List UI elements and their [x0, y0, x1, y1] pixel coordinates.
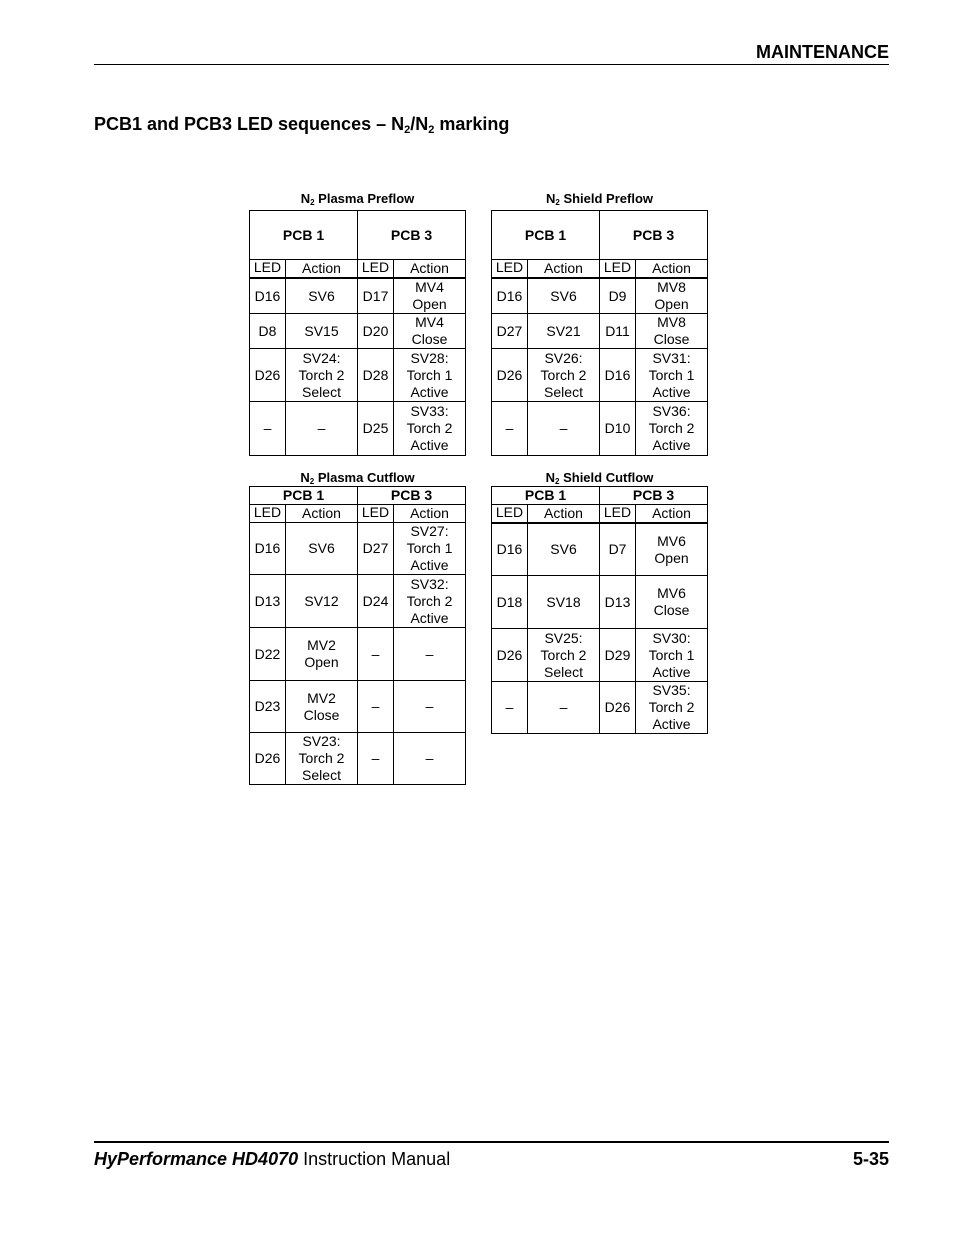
led-cell: – [492, 402, 528, 456]
table-plasma-cutflow [249, 486, 466, 785]
group-header-row [492, 211, 708, 260]
table-row [250, 402, 466, 456]
led-cell: D13 [600, 576, 636, 629]
led-table [491, 210, 708, 456]
action-column-header: Action [286, 260, 358, 279]
led-table [249, 486, 466, 785]
led-cell: – [358, 733, 394, 785]
action-cell: MV2 Open [286, 628, 358, 681]
led-cell: D26 [250, 733, 286, 785]
caption-subscript: 2 [309, 477, 315, 486]
led-cell: – [250, 402, 286, 456]
table-row [492, 402, 708, 456]
action-column-header: Action [286, 505, 358, 523]
led-cell: D27 [358, 523, 394, 575]
footer-manual-title [94, 1149, 450, 1170]
table-row [250, 314, 466, 349]
column-header-row [250, 260, 466, 279]
action-cell: MV4 Close [394, 314, 466, 349]
pcb1-header: PCB 1 [492, 487, 600, 505]
table-row [492, 523, 708, 576]
title-subscript-2: 2 [428, 124, 435, 136]
action-cell: – [286, 402, 358, 456]
action-cell: SV6 [286, 278, 358, 314]
table-row [250, 733, 466, 785]
footer-rule [94, 1141, 889, 1143]
section-header: MAINTENANCE [756, 42, 889, 62]
action-cell: – [394, 681, 466, 733]
action-cell: SV24: Torch 2 Select [286, 349, 358, 402]
led-cell: D16 [600, 349, 636, 402]
led-cell: D10 [600, 402, 636, 456]
caption-text: Plasma Cutflow [314, 470, 415, 485]
group-header-row [250, 211, 466, 260]
title-text-post: marking [434, 114, 510, 134]
table-row [250, 349, 466, 402]
led-cell: D8 [250, 314, 286, 349]
action-cell: MV8 Close [636, 314, 708, 349]
table-row [250, 681, 466, 733]
action-cell: – [528, 402, 600, 456]
page-title [94, 114, 509, 135]
action-cell: SV26: Torch 2 Select [528, 349, 600, 402]
action-cell: MV4 Open [394, 278, 466, 314]
led-table [491, 486, 708, 734]
action-cell: MV8 Open [636, 278, 708, 314]
column-header-row [492, 260, 708, 279]
action-cell: SV18 [528, 576, 600, 629]
action-column-header: Action [636, 505, 708, 524]
caption-text: Shield Preflow [559, 191, 654, 206]
caption-shield-cutflow [491, 470, 708, 485]
led-cell: D17 [358, 278, 394, 314]
action-cell: SV6 [528, 278, 600, 314]
table-row [492, 314, 708, 349]
table-row [250, 575, 466, 628]
pcb1-header: PCB 1 [250, 487, 358, 505]
led-cell: D29 [600, 629, 636, 682]
action-cell: SV6 [286, 523, 358, 575]
led-cell: D25 [358, 402, 394, 456]
action-cell: SV33: Torch 2 Active [394, 402, 466, 456]
caption-text: Plasma Preflow [314, 191, 415, 206]
table-row [492, 576, 708, 629]
led-column-header: LED [600, 260, 636, 279]
led-column-header: LED [250, 505, 286, 523]
table-shield-cutflow [491, 486, 708, 734]
led-cell: D26 [492, 349, 528, 402]
action-cell: MV2 Close [286, 681, 358, 733]
led-column-header: LED [492, 260, 528, 279]
led-column-header: LED [358, 505, 394, 523]
led-column-header: LED [492, 505, 528, 524]
action-cell: SV28: Torch 1 Active [394, 349, 466, 402]
led-cell: D24 [358, 575, 394, 628]
caption-plasma-cutflow [249, 470, 466, 485]
caption-text: Shield Cutflow [559, 470, 654, 485]
column-header-row [492, 505, 708, 524]
action-column-header: Action [636, 260, 708, 279]
table-row [250, 278, 466, 314]
action-cell: SV23: Torch 2 Select [286, 733, 358, 785]
title-subscript-1: 2 [404, 124, 411, 136]
table-row [250, 523, 466, 575]
action-cell: SV27: Torch 1 Active [394, 523, 466, 575]
led-cell: D13 [250, 575, 286, 628]
pcb1-header: PCB 1 [492, 211, 600, 260]
action-cell: SV12 [286, 575, 358, 628]
action-cell: – [394, 628, 466, 681]
action-cell: SV31: Torch 1 Active [636, 349, 708, 402]
action-cell: SV36: Torch 2 Active [636, 402, 708, 456]
pcb3-header: PCB 3 [600, 487, 708, 505]
led-cell: D11 [600, 314, 636, 349]
led-cell: D27 [492, 314, 528, 349]
action-cell: SV6 [528, 523, 600, 576]
pcb3-header: PCB 3 [358, 211, 466, 260]
led-cell: D26 [600, 682, 636, 734]
action-cell: SV35: Torch 2 Active [636, 682, 708, 734]
led-cell: D23 [250, 681, 286, 733]
table-plasma-preflow [249, 210, 466, 456]
led-column-header: LED [600, 505, 636, 524]
table-row [492, 682, 708, 734]
led-cell: D7 [600, 523, 636, 576]
caption-shield-preflow [491, 191, 708, 206]
led-column-header: LED [358, 260, 394, 279]
action-cell: MV6 Open [636, 523, 708, 576]
table-row [492, 629, 708, 682]
page-number: 5-35 [852, 1149, 889, 1169]
led-cell: D16 [492, 523, 528, 576]
table-shield-preflow [491, 210, 708, 456]
pcb3-header: PCB 3 [358, 487, 466, 505]
led-cell: D22 [250, 628, 286, 681]
led-column-header: LED [250, 260, 286, 279]
header-rule [94, 64, 889, 65]
action-column-header: Action [528, 505, 600, 524]
action-column-header: Action [394, 260, 466, 279]
led-cell: D16 [250, 523, 286, 575]
action-cell: SV32: Torch 2 Active [394, 575, 466, 628]
led-cell: D26 [250, 349, 286, 402]
caption-n: N [545, 191, 556, 206]
group-header-row [250, 487, 466, 505]
led-cell: – [358, 628, 394, 681]
led-cell: – [492, 682, 528, 734]
caption-n: N [545, 470, 556, 485]
led-cell: D16 [492, 278, 528, 314]
footer-manual-label: Instruction Manual [298, 1149, 451, 1169]
title-text-pre: PCB1 and PCB3 LED sequences – N [94, 114, 405, 134]
table-row [250, 628, 466, 681]
action-column-header: Action [394, 505, 466, 523]
led-cell: D18 [492, 576, 528, 629]
pcb3-header: PCB 3 [600, 211, 708, 260]
action-column-header: Action [528, 260, 600, 279]
pcb1-header: PCB 1 [250, 211, 358, 260]
caption-subscript: 2 [555, 198, 560, 207]
caption-n: N [300, 191, 311, 206]
caption-plasma-preflow [249, 191, 466, 206]
group-header-row [492, 487, 708, 505]
action-cell: SV25: Torch 2 Select [528, 629, 600, 682]
table-row [492, 278, 708, 314]
led-cell: D20 [358, 314, 394, 349]
column-header-row [250, 505, 466, 523]
action-cell: SV21 [528, 314, 600, 349]
caption-subscript: 2 [555, 477, 560, 486]
led-cell: D16 [250, 278, 286, 314]
footer-product-name: HyPerformance HD4070 [94, 1149, 299, 1169]
action-cell: SV30: Torch 1 Active [636, 629, 708, 682]
led-table [249, 210, 466, 456]
caption-subscript: 2 [310, 198, 315, 207]
led-cell: D26 [492, 629, 528, 682]
led-cell: D9 [600, 278, 636, 314]
action-cell: – [528, 682, 600, 734]
action-cell: SV15 [286, 314, 358, 349]
caption-n: N [300, 470, 310, 485]
action-cell: – [394, 733, 466, 785]
led-cell: D28 [358, 349, 394, 402]
led-cell: – [358, 681, 394, 733]
action-cell: MV6 Close [636, 576, 708, 629]
table-row [492, 349, 708, 402]
title-text-mid: /N [410, 114, 429, 134]
